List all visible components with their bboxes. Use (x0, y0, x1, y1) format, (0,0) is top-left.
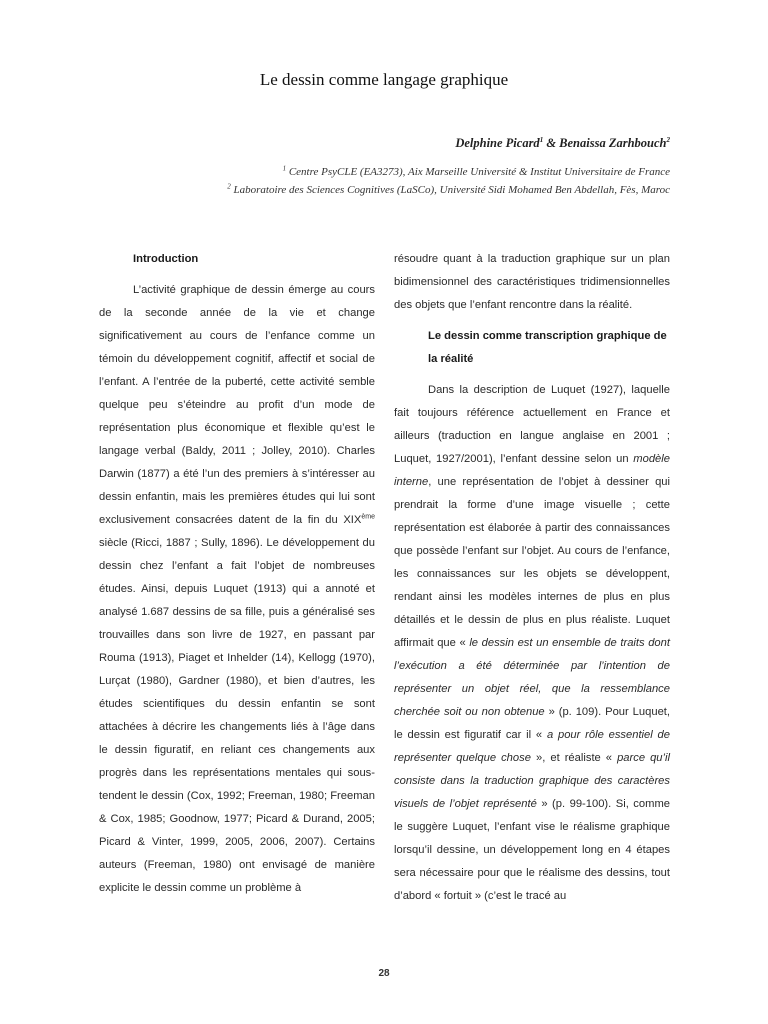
left-column (99, 248, 375, 900)
affiliation-line (227, 184, 670, 196)
affiliation-marker: 1 (282, 164, 287, 173)
body-paragraph (394, 379, 670, 908)
author-affiliation-marker: 2 (666, 135, 670, 144)
paragraph-text: Dans la description de Luquet (1927), laquelle fait toujours référence actuellement en France et ailleurs (traduction en langue anglaise en 2001 ; Luquet, 1927/2001), l’enfant dessine selon un (394, 384, 670, 465)
author-name: Benaissa Zarhbouch (559, 136, 667, 150)
right-column (394, 248, 670, 908)
italic-quote: parce qu’il consiste dans la traduction graphique des caractères visuels de l’objet représenté (394, 752, 670, 810)
affiliation-marker: 2 (227, 182, 231, 191)
superscript-text: ème (361, 513, 375, 521)
paragraph-text: » (p. 99-100). Si, comme le suggère Luquet, l’enfant vise le réalisme graphique lorsqu’il dessine, un développement long en 4 étapes sera nécessaire pour que le réalisme des dessins, tout d’abord « fortuit » (c’est le tracé au (394, 798, 670, 902)
section-heading-introduction: Introduction (133, 253, 199, 265)
author-name: Delphine Picard (455, 136, 540, 150)
document-title: Le dessin comme langage graphique (259, 70, 509, 89)
paragraph-text: siècle (Ricci, 1887 ; Sully, 1896). Le développement du dessin chez l’enfant a fait l’objet de nombreuses études. Ainsi, depuis Luquet (1913) qui a annoté et analysé 1.687 dessins de sa fille, puis a généralisé ses trouvailles dans son livre de 1927, en passant par Rouma (1913), Piaget et Inhelder (14), Kellogg (1970), Lurçat (1980), Gardner (1980), et bien d’autres, les études scientifiques du dessin enfantin se sont attachées à décrire les changements liés à l’âge dans le dessin figuratif, en reliant ces changements aux progrès dans les représentations mentales qui sous-tendent le dessin (Cox, 1992; Freeman, 1980; Freeman & Cox, 1985; Goodnow, 1977; Picard & Durand, 2005; Picard & Vinter, 1999, 2005, 2006, 2007). Certains auteurs (Freeman, 1980) ont envisagé de manière explicite le dessin comme un problème à (99, 537, 375, 894)
body-paragraph (99, 279, 375, 900)
author-affiliation-marker: 1 (539, 135, 544, 144)
affiliation-line (283, 166, 670, 178)
author-separator: & (543, 136, 560, 150)
italic-quote: le dessin est un ensemble de traits dont l’exécution a été déterminée par l’intention de représenter un objet réel, que la ressemblance cherchée soit ou non obtenue (394, 637, 670, 718)
affiliation-text: Laboratoire des Sciences Cognitives (LaSCo), Université Sidi Mohamed Ben Abdellah, Fès, Maroc (230, 184, 670, 196)
page-number: 28 (378, 968, 390, 979)
body-paragraph-continued: résoudre quant à la traduction graphique sur un plan bidimensionnel des caractéristiques tridimensionnelles des objets que l’enfant rencontre dans la réalité. (394, 253, 670, 311)
italic-quote: a pour rôle essentiel de représenter quelque chose (394, 729, 670, 764)
section-heading-transcription: Le dessin comme transcription graphique de la réalité (428, 330, 667, 365)
paragraph-text: » (p. 109). Pour Luquet, le dessin est figuratif car il « (394, 706, 671, 741)
affiliation-text: Centre PsyCLE (EA3273), Aix Marseille Université & Institut Universitaire de France (286, 166, 670, 178)
paragraph-text: L’activité graphique de dessin émerge au cours de la seconde année de la vie et change significativement au cours de l’enfance comme un témoin du développement cognitif, affectif et social de l’enfant. A l’entrée de la puberté, cette activité semble quelque peu s’éteindre au profit d’un mode de représentation plus économique et flexible qu’est le langage verbal (Baldy, 2011 ; Jolley, 2010). Charles Darwin (1877) a été l’un des premiers à s’intéresser au dessin enfantin, mais les premières études qui lui sont exclusivement consacrées datent de la fin du XIX (99, 284, 375, 526)
paragraph-text: , une représentation de l’objet à dessiner qui prendrait la forme d’une image visuelle ; cette représentation est élaborée à partir des connaissances que possède l’enfant sur l’objet. Au cours de l’enfance, les connaissances sur les objets se développent, rendant ainsi les modèles internes de plus en plus détaillés et le dessin de plus en plus réaliste. Luquet affirmait que « (394, 476, 670, 649)
paragraph-text: », et réaliste « (530, 752, 618, 764)
italic-text: modèle interne (394, 453, 670, 488)
author-line (455, 136, 670, 151)
